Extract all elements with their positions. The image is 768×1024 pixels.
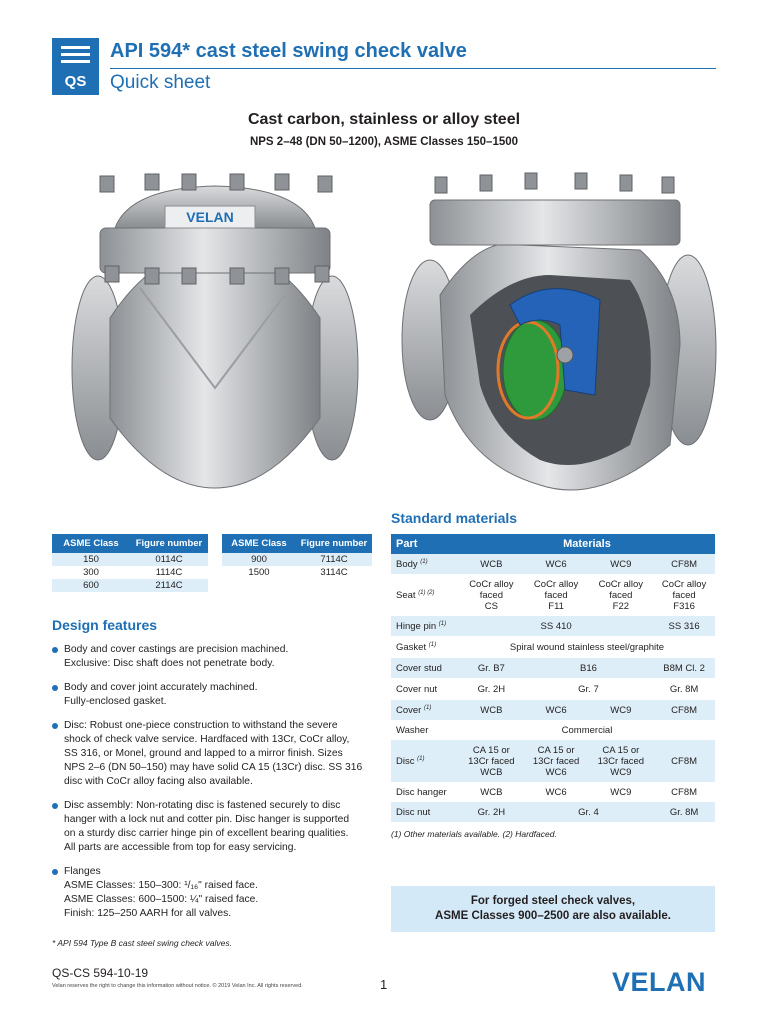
badge-line [61, 46, 90, 49]
bullet-icon [52, 723, 58, 729]
column-header: ASME Class [222, 534, 296, 553]
table-row [52, 579, 208, 592]
table-cell: 150 [52, 553, 130, 566]
part-name: Cover $^{(1)}$ [391, 700, 459, 720]
bullet-icon [52, 869, 58, 875]
table-cell: CA 15 or 13Cr faced WC9 [588, 740, 653, 782]
figure-number-table-2 [222, 534, 372, 579]
api-footnote: * API 594 Type B cast steel swing check valves. [52, 938, 232, 948]
table-cell: 2114C [130, 579, 208, 592]
feature-line: on a sturdy disc carrier hinge pin of excellent bearing qualities. [64, 828, 349, 839]
design-features-list [52, 643, 372, 931]
table-cell: CF8M [653, 554, 715, 574]
table-cell: Gr. 4 [524, 802, 653, 822]
materials-row-washer [391, 720, 715, 740]
table-row [222, 553, 372, 566]
part-name: Disc $^{(1)}$ [391, 740, 459, 782]
materials-row-disc-nut [391, 802, 715, 822]
table-cell: Gr. 8M [669, 683, 699, 695]
column-header-part: Part [391, 534, 459, 554]
feature-item [52, 643, 372, 671]
table-cell: CF8M [671, 786, 698, 798]
part-name: Disc hanger [396, 786, 447, 798]
figure-number-table-1 [52, 534, 208, 592]
materials-row-body [391, 554, 715, 574]
table-cell: B16 [524, 658, 653, 678]
forged-valves-callout [391, 886, 715, 932]
table-row [52, 566, 208, 579]
table-cell: 1114C [155, 567, 183, 578]
part-name: Cover stud [391, 658, 459, 678]
table-cell: CA 15 or 13Cr faced WCB [459, 740, 524, 782]
table-cell: WC6 [545, 786, 567, 798]
bullet-icon [52, 685, 58, 691]
feature-line: Disc: Robust one-piece construction to withstand the severe [64, 720, 338, 731]
table-cell: CF8M [653, 700, 715, 720]
table-cell: WCB [459, 700, 524, 720]
table-cell: Spiral wound stainless steel/graphite [509, 641, 665, 653]
part-name: Gasket $^{(1)}$ [396, 642, 437, 654]
feature-line: SS 316, or Monel, ground and lapped to a mirror finish. Sizes [64, 748, 343, 759]
valve-cutaway-image [400, 165, 718, 510]
table-cell: SS 316 [653, 616, 715, 636]
feature-line: Disc assembly: Non-rotating disc is fastened securely to disc [64, 800, 341, 811]
valve-exterior-image [70, 168, 360, 508]
table-cell: WCB [480, 786, 503, 798]
exterior-logo-text: VELAN [186, 209, 234, 225]
table-cell: Gr. 7 [578, 683, 599, 695]
callout-line: ASME Classes 900–2500 are also available. [435, 910, 671, 922]
page-number: 1 [380, 977, 388, 992]
table-cell: WC6 [524, 700, 589, 720]
column-header-materials: Materials [459, 534, 715, 554]
materials-row-disc [391, 740, 715, 782]
callout-line: For forged steel check valves, [470, 895, 636, 907]
standard-materials-heading: Standard materials [391, 510, 518, 526]
part-name: Disc nut [391, 802, 459, 822]
table-cell: CoCr alloy faced F22 [598, 578, 644, 612]
header-divider [110, 68, 716, 69]
table-cell: 900 [222, 553, 296, 566]
table-cell: SS 410 [459, 616, 653, 636]
column-header: ASME Class [52, 534, 130, 553]
table-cell: Gr. 8M [653, 802, 715, 822]
table-row [52, 553, 208, 566]
feature-line: Finish: 125–250 AARH for all valves. [64, 908, 232, 919]
table-cell: WC9 [588, 700, 653, 720]
feature-line: Body and cover castings are precision machined. [64, 644, 289, 655]
column-header: Figure number [296, 534, 372, 553]
document-subtitle: Quick sheet [110, 72, 211, 93]
design-features-heading: Design features [52, 617, 158, 633]
feature-line: ASME Classes: 150–300: ¹/₁₆" raised face. [64, 880, 258, 891]
column-header: Figure number [130, 534, 208, 553]
materials-row-hinge-pin [391, 616, 715, 636]
table-cell: CoCr alloy faced CS [469, 578, 514, 612]
document-title: API 594* cast steel swing check valve [110, 40, 467, 62]
part-name: Cover nut [396, 683, 438, 695]
table-cell: Gr. B7 [459, 658, 524, 678]
feature-line: disc with CoCr alloy facing also available. [64, 776, 253, 787]
feature-item [52, 799, 372, 855]
feature-line: Exclusive: Disc shaft does not penetrate body. [64, 658, 275, 669]
table-cell: Commercial [561, 724, 613, 736]
materials-row-cover-stud [391, 658, 715, 678]
main-subheading: NPS 2–48 (DN 50–1200), ASME Classes 150–1500 [249, 136, 519, 148]
table-cell: CA 15 or 13Cr faced WC6 [524, 740, 589, 782]
materials-row-cover-nut [391, 678, 715, 700]
part-name: Washer [396, 724, 429, 736]
feature-item [52, 865, 372, 921]
document-code: QS-CS 594-10-19 [52, 966, 149, 980]
main-heading: Cast carbon, stainless or alloy steel [247, 111, 521, 128]
quick-sheet-badge [52, 38, 99, 95]
table-cell: CoCr alloy faced F316 [661, 578, 707, 612]
badge-line [61, 53, 90, 56]
part-name: Seat $^{(1) (2)}$ [396, 590, 435, 602]
materials-row-cover [391, 700, 715, 720]
bullet-icon [52, 647, 58, 653]
feature-line: Flanges [64, 866, 101, 877]
part-name: Hinge pin $^{(1)}$ [391, 616, 459, 636]
bullet-icon [52, 803, 58, 809]
table-cell: WC9 [610, 786, 632, 798]
table-cell: Gr. 2H [477, 683, 506, 695]
table-cell: 600 [52, 579, 130, 592]
table-cell: WCB [459, 554, 524, 574]
legal-notice: Velan reserves the right to change this information without notice. © 2019 Velan Inc. All rights reserved. [52, 983, 303, 989]
feature-line: shock of check valve service. Hardfaced with 13Cr, CoCr alloy, [64, 734, 350, 745]
feature-item [52, 681, 372, 709]
table-cell: 0114C [130, 553, 208, 566]
table-cell: CF8M [653, 740, 715, 782]
feature-line: hanger with a lock nut and cotter pin. Disc hanger is supported [64, 814, 350, 825]
materials-footnote: (1) Other materials available. (2) Hardfaced. [391, 829, 557, 839]
badge-line [61, 60, 90, 63]
feature-line: Body and cover joint accurately machined. [64, 682, 258, 693]
table-cell: CoCr alloy faced F11 [533, 578, 579, 612]
materials-table [391, 534, 715, 822]
table-cell: 3114C [320, 567, 348, 578]
feature-line: All parts are accessible from top for easy servicing. [64, 842, 297, 853]
materials-row-gasket [391, 636, 715, 658]
table-cell: WC9 [588, 554, 653, 574]
velan-logo: VELAN [612, 967, 707, 997]
feature-line: NPS 2–6 (DN 50–150) may have solid CA 15 (13Cr) disc. SS 316 [64, 762, 363, 773]
table-cell: 7114C [296, 553, 372, 566]
feature-line: Fully-enclosed gasket. [64, 696, 167, 707]
table-cell: 300 [83, 567, 99, 578]
table-cell: WC6 [524, 554, 589, 574]
badge-label: QS [64, 73, 87, 90]
table-row [222, 566, 372, 579]
table-cell: Gr. 2H [459, 802, 524, 822]
part-name: Body $^{(1)}$ [391, 554, 459, 574]
materials-row-seat [391, 574, 715, 616]
table-cell: B8M Cl. 2 [653, 658, 715, 678]
feature-line: ASME Classes: 600–1500: ¼" raised face. [64, 894, 259, 905]
feature-item [52, 719, 372, 789]
table-cell: 1500 [248, 567, 270, 578]
materials-row-disc-hanger [391, 782, 715, 802]
